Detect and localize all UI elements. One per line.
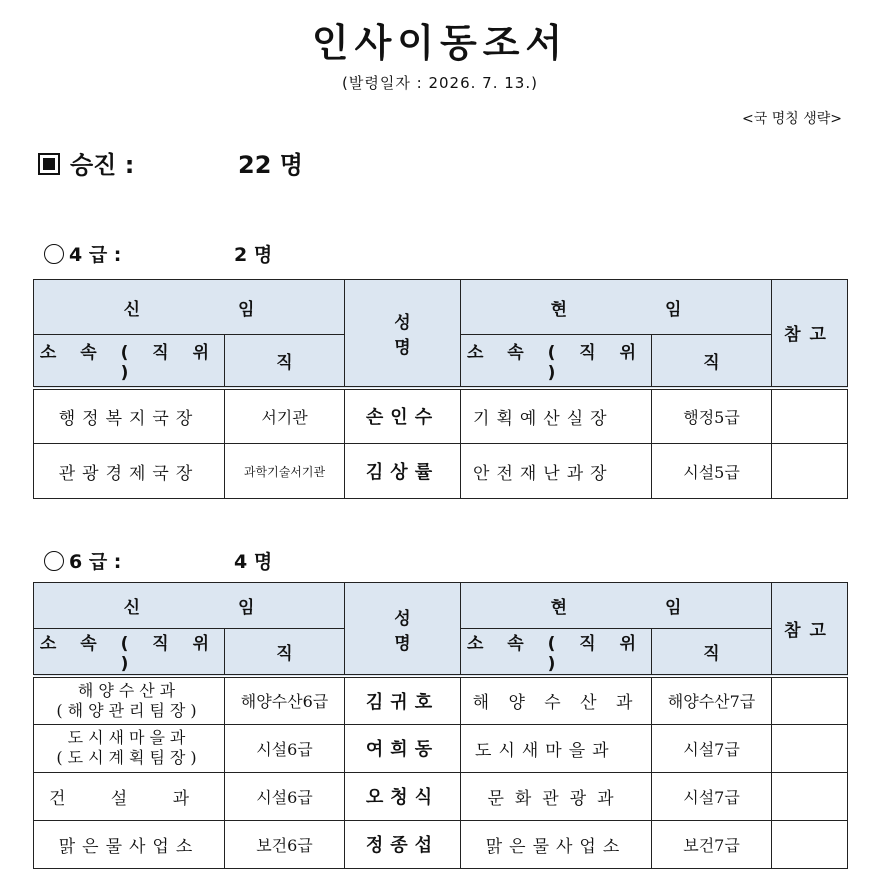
table-row	[34, 724, 848, 772]
new-org-cell: 맑은물사업소	[34, 820, 225, 868]
header-cur-pos: 직	[652, 629, 772, 677]
new-pos-cell: 시설6급	[225, 772, 345, 820]
cur-pos-cell: 행정5급	[652, 388, 772, 444]
header-ref: 참고	[772, 280, 848, 388]
table-row	[34, 820, 848, 868]
new-pos-cell: 서기관	[225, 388, 345, 444]
promotion-summary	[38, 145, 303, 180]
cur-pos-cell: 시설7급	[652, 772, 772, 820]
ref-cell	[772, 724, 848, 772]
cur-pos-cell: 시설5급	[652, 444, 772, 499]
name-cell: 김상률	[345, 444, 461, 499]
new-org-sub: (해양관리팀장)	[56, 700, 202, 720]
ref-cell	[772, 820, 848, 868]
circle-icon	[44, 244, 64, 264]
grade-label: 6 급 :	[69, 551, 122, 573]
header-name: 성 명	[345, 583, 461, 677]
new-org-cell: 행정복지국장	[34, 388, 225, 444]
document-title: 인사이동조서	[311, 21, 569, 65]
cur-org-cell: 기획예산실장	[461, 388, 652, 444]
omission-note: <국 명칭 생략>	[742, 111, 842, 127]
new-pos-cell: 시설6급	[225, 724, 345, 772]
header-current: 현 임	[461, 280, 772, 335]
header-new: 신 임	[34, 280, 345, 335]
grade-count: 2 명	[234, 244, 273, 266]
cur-pos-cell: 해양수산7급	[652, 676, 772, 724]
cur-org-cell: 해 양 수 산 과	[461, 676, 652, 724]
name-cell: 정종섭	[345, 820, 461, 868]
grade-label: 4 급 :	[69, 244, 122, 266]
promotion-label: 승진 :	[70, 151, 135, 179]
header-new-org: 소 속 ( 직 위 )	[34, 629, 225, 677]
new-pos-cell: 해양수산6급	[225, 676, 345, 724]
cur-org-cell: 맑은물사업소	[461, 820, 652, 868]
cur-org-cell: 안전재난과장	[461, 444, 652, 499]
header-new-org: 소 속 ( 직 위 )	[34, 335, 225, 388]
cur-pos-cell: 시설7급	[652, 724, 772, 772]
new-org-cell	[34, 676, 225, 724]
new-org-sub: (도시계획팀장)	[56, 748, 202, 767]
header-cur-org: 소 속 ( 직 위 )	[461, 629, 652, 677]
grade-4-table	[33, 279, 848, 499]
header-cur-org: 소 속 ( 직 위 )	[461, 335, 652, 388]
new-pos-cell: 과학기술서기관	[225, 444, 345, 499]
name-cell: 여희동	[345, 724, 461, 772]
cur-org-cell: 도시새마을과	[461, 724, 652, 772]
ref-cell	[772, 772, 848, 820]
new-org-cell	[34, 724, 225, 772]
cur-org-cell: 문화관광과	[461, 772, 652, 820]
header-ref: 참고	[772, 583, 848, 677]
name-cell: 손인수	[345, 388, 461, 444]
header-new-pos: 직	[225, 335, 345, 388]
filled-square-icon	[38, 153, 60, 175]
header-name: 성 명	[345, 280, 461, 388]
promotion-count: 22 명	[238, 151, 303, 179]
header-new: 신 임	[34, 583, 345, 629]
grade-count: 4 명	[234, 551, 273, 573]
table-row	[34, 772, 848, 820]
ref-cell	[772, 444, 848, 499]
new-pos-cell: 보건6급	[225, 820, 345, 868]
issue-date: (발령일자 : 2026. 7. 13.)	[342, 74, 538, 92]
table-row	[34, 676, 848, 724]
circle-icon	[44, 551, 64, 571]
grade-heading-4	[44, 240, 273, 267]
new-org-main: 도시새마을과	[67, 728, 191, 747]
new-org-main: 해양수산과	[77, 680, 181, 700]
header-cur-pos: 직	[652, 335, 772, 388]
header-new-pos: 직	[225, 629, 345, 677]
grade-6-table	[33, 582, 848, 869]
name-cell: 오청식	[345, 772, 461, 820]
cur-pos-cell: 보건7급	[652, 820, 772, 868]
table-row	[34, 388, 848, 444]
name-cell: 김귀호	[345, 676, 461, 724]
table-row	[34, 444, 848, 499]
ref-cell	[772, 676, 848, 724]
grade-heading-6	[44, 547, 273, 574]
header-current: 현 임	[461, 583, 772, 629]
ref-cell	[772, 388, 848, 444]
new-org-cell: 건 설 과	[34, 772, 225, 820]
new-org-cell: 관광경제국장	[34, 444, 225, 499]
